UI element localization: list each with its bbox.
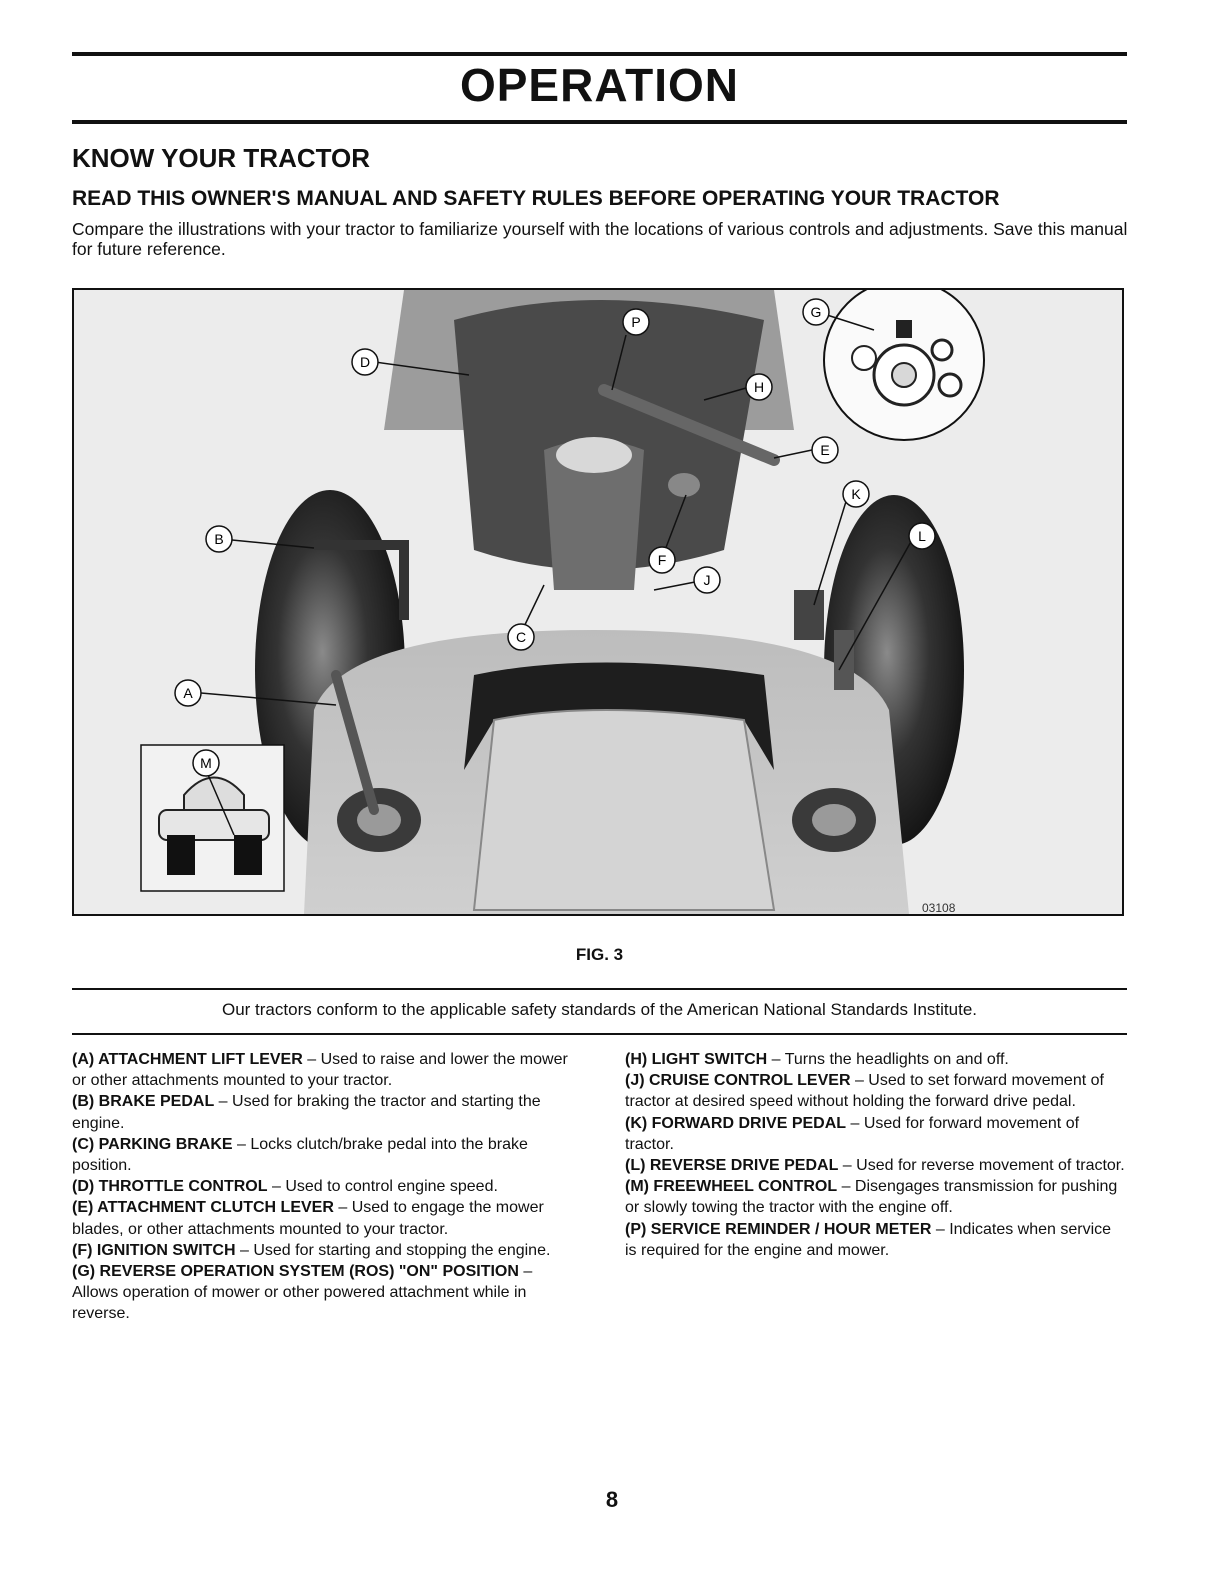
stop-icon [852, 346, 876, 370]
page-title: OPERATION [459, 59, 740, 111]
freewheel-tire-left [167, 835, 195, 875]
callout-l-label: L [918, 528, 926, 544]
control-item: (C) PARKING BRAKE – Locks clutch/brake pedal into the brake position. [72, 1135, 528, 1175]
callout-k-label: K [851, 486, 861, 502]
intro-paragraph: Compare the illustrations with your tractor to familiarize yourself with the locations of various controls and adjustments. Save this manual for future reference. [72, 219, 1128, 259]
left-cup-holder-inner [357, 804, 401, 836]
control-item: (J) CRUISE CONTROL LEVER – Used to set forward movement of tractor at desired speed without holding the forward drive pedal. [625, 1072, 1104, 1111]
callout-c-label: C [515, 629, 527, 645]
callout-m-label: M [200, 755, 212, 771]
control-item: (G) REVERSE OPERATION SYSTEM (ROS) "ON" POSITION – Allows operation of mower or other powered attachment while in reverse. [72, 1263, 533, 1323]
callout-h-label: H [753, 379, 765, 395]
callout-d-label: D [359, 354, 371, 370]
tractor-drawing [74, 290, 1122, 914]
callout-p-label: P [631, 314, 641, 330]
choke-icon [939, 374, 961, 396]
control-item: (L) REVERSE DRIVE PEDAL – Used for reverse movement of tractor. [625, 1157, 1125, 1175]
section-title: KNOW YOUR TRACTOR [72, 143, 371, 173]
callout-b-label: B [214, 531, 224, 547]
forward-pedal [794, 590, 824, 640]
right-cup-holder-inner [812, 804, 856, 836]
callout-a-label: A [183, 685, 193, 701]
controls-right-column [625, 1049, 1125, 1261]
control-item: (P) SERVICE REMINDER / HOUR METER – Indicates when service is required for the engine and mower. [625, 1220, 1112, 1259]
seat-cushion [474, 710, 774, 910]
tractor-illustration [72, 288, 1124, 916]
page-number: 8 [605, 1487, 619, 1512]
standards-bottom-rule [72, 1033, 1127, 1035]
section-subtitle: READ THIS OWNER'S MANUAL AND SAFETY RULES BEFORE OPERATING YOUR TRACTOR [72, 187, 1000, 210]
callout-f-label: F [657, 552, 667, 568]
rabbit-icon [896, 320, 912, 338]
control-item: (A) ATTACHMENT LIFT LEVER – Used to raise and lower the mower or other attachments mounted to your tractor. [72, 1051, 568, 1090]
ignition-knob [668, 473, 700, 497]
control-item: (E) ATTACHMENT CLUTCH LEVER – Used to engage the mower blades, or other attachments mounted to your tractor. [72, 1199, 544, 1238]
callout-j-label: J [703, 572, 711, 588]
callout-e-label: E [820, 442, 830, 458]
figure-caption: FIG. 3 [575, 945, 624, 964]
part-number: 03108 [922, 901, 956, 914]
control-item: (K) FORWARD DRIVE PEDAL – Used for forward movement of tractor. [625, 1114, 1080, 1153]
control-item: (M) FREEWHEEL CONTROL – Disengages transmission for pushing or slowly towing the tractor with the engine off. [625, 1178, 1118, 1217]
controls-left-column [72, 1049, 572, 1325]
control-item: (H) LIGHT SWITCH – Turns the headlights on and off. [625, 1051, 1009, 1068]
steering-hub [556, 437, 632, 473]
control-item: (B) BRAKE PEDAL – Used for braking the tractor and starting the engine. [72, 1093, 541, 1132]
standards-note: Our tractors conform to the applicable safety standards of the American National Standards Institute. [221, 1000, 977, 1019]
title-underline [72, 120, 1127, 124]
control-item: (D) THROTTLE CONTROL – Used to control engine speed. [72, 1178, 498, 1196]
freewheel-tire-right [234, 835, 262, 875]
key-icon [892, 363, 916, 387]
turtle-icon [932, 340, 952, 360]
standards-top-rule [72, 988, 1127, 990]
callout-g-label: G [810, 304, 822, 320]
control-item: (F) IGNITION SWITCH – Used for starting and stopping the engine. [72, 1241, 551, 1259]
top-rule [72, 52, 1127, 56]
